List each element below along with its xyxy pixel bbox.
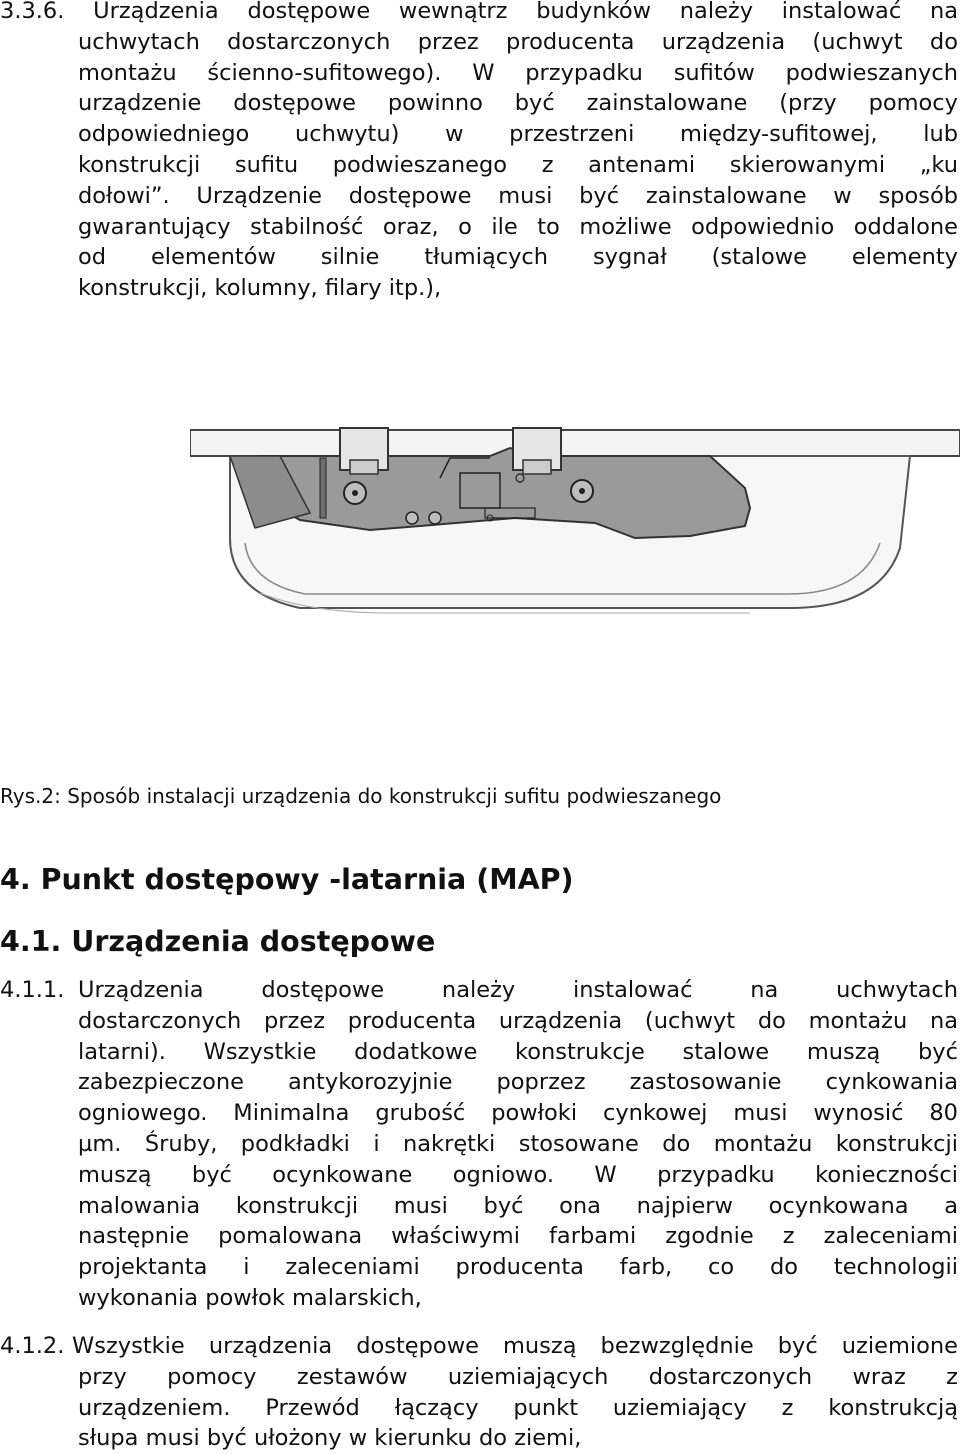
text-line: ogniowego. Minimalna grubość powłoki cynkowej musi wynosić 80 xyxy=(78,1100,958,1127)
mounting-bracket-illustration xyxy=(190,418,960,738)
text-line: słupa musi być ułożony w kierunku do ziemi, xyxy=(78,1425,582,1452)
text-line: odpowiedniego uchwytu) w przestrzeni między-sufitowej, lub xyxy=(78,121,958,148)
text-line: konstrukcji, kolumny, filary itp.), xyxy=(78,275,442,302)
text-line: następnie pomalowana właściwymi farbami zgodnie z zaleceniami xyxy=(78,1223,958,1250)
text-line: montażu ścienno-sufitowego). W przypadku sufitów podwieszanych xyxy=(78,59,958,86)
text-line: urządzenie dostępowe powinno być zainstalowane (przy pomocy xyxy=(78,90,958,117)
heading-section-4: 4. Punkt dostępowy -latarnia (MAP) xyxy=(0,863,574,896)
text-line: muszą być ocynkowane ogniowo. W przypadku konieczności xyxy=(78,1161,958,1188)
paragraph-number: 4.1.2. xyxy=(0,1333,65,1359)
text-line: od elementów silnie tłumiących sygnał (stalowe elementy xyxy=(78,244,958,271)
figure-caption: Rys.2: Sposób instalacji urządzenia do konstrukcji sufitu podwieszanego xyxy=(0,784,722,808)
text-line: konstrukcji sufitu podwieszanego z antenami skierowanymi „ku xyxy=(78,151,958,178)
paragraph-4-1-1 xyxy=(0,975,958,1314)
text-line: µm. Śruby, podkładki i nakrętki stosowane do montażu konstrukcji xyxy=(78,1130,958,1157)
text-line: dostarczonych przez producenta urządzenia (uchwyt do montażu na xyxy=(78,1007,958,1034)
heading-section-4-1: 4.1. Urządzenia dostępowe xyxy=(0,925,436,958)
text-line: uchwytach dostarczonych przez producenta urządzenia (uchwyt do xyxy=(78,28,958,55)
text-line: zabezpieczone antykorozyjnie poprzez zastosowanie cynkowania xyxy=(78,1069,958,1096)
text-line: wykonania powłok malarskich, xyxy=(78,1284,422,1311)
paragraph-4-1-2 xyxy=(0,1331,958,1454)
text-line: przy pomocy zestawów uziemiających dostarczonych wraz z xyxy=(78,1363,958,1390)
text-line: dołowi”. Urządzenie dostępowe musi być zainstalowane w sposób xyxy=(78,182,958,209)
text-line: urządzeniem. Przewód łączący punkt uziemiający z konstrukcją xyxy=(78,1394,958,1421)
text-line xyxy=(0,1331,958,1362)
text-line: projektanta i zaleceniami producenta farb, co do technologii xyxy=(78,1254,958,1281)
text-line: gwarantujący stabilność oraz, o ile to możliwe odpowiednio oddalone xyxy=(78,213,958,240)
paragraph-number: 4.1.1. xyxy=(0,977,65,1003)
text-line: 3.3.6. Urządzenia dostępowe wewnątrz budynków należy instalować na xyxy=(0,0,958,24)
text-line: latarni). Wszystkie dodatkowe konstrukcje stalowe muszą być xyxy=(78,1038,958,1065)
text-line-content: Urządzenia dostępowe należy instalować na uchwytach xyxy=(78,977,958,1003)
text-line: malowania konstrukcji musi być ona najpierw ocynkowana a xyxy=(78,1192,958,1219)
text-line xyxy=(0,975,958,1006)
text-line-content: Wszystkie urządzenia dostępowe muszą bezwzględnie być uziemione xyxy=(72,1333,958,1359)
paragraph-3-3-6 xyxy=(0,0,958,304)
